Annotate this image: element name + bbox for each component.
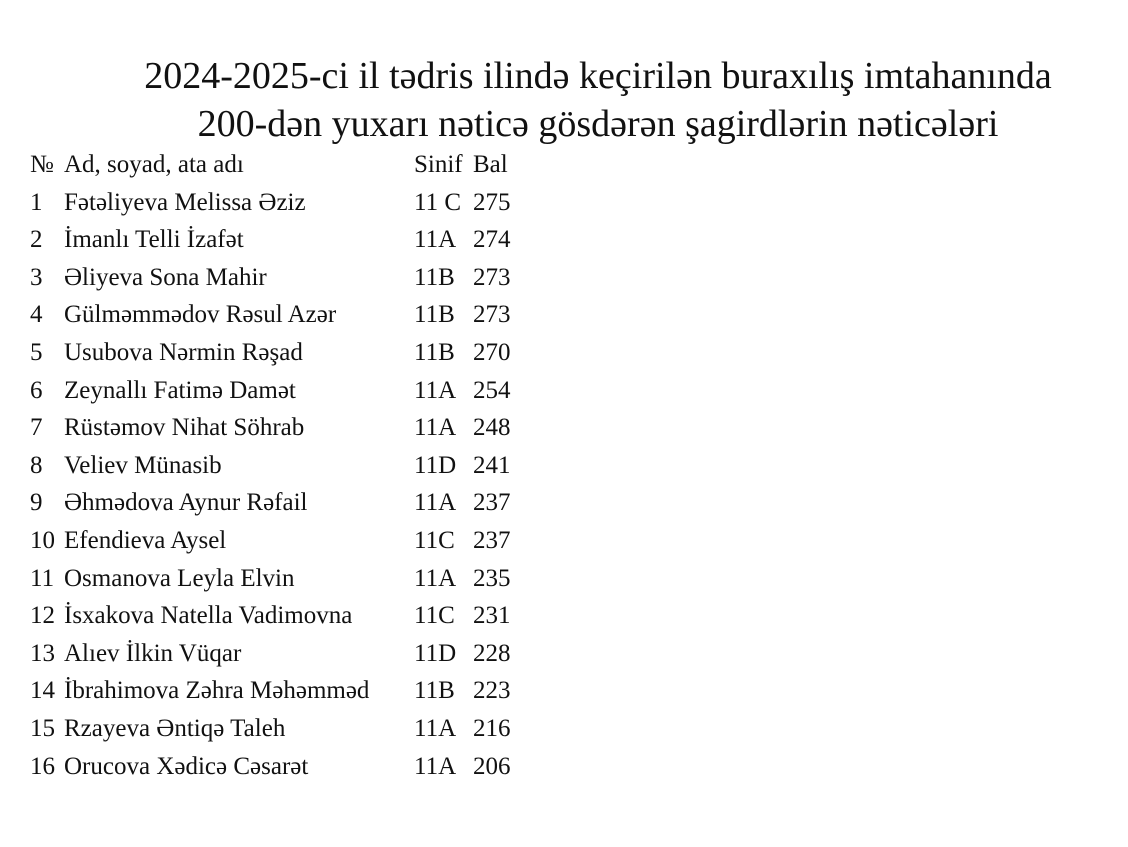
table-row: [30, 710, 533, 748]
row-score: 237: [473, 526, 511, 554]
row-score: 254: [473, 376, 511, 404]
row-number: 6: [30, 376, 43, 404]
table-row: [30, 334, 533, 372]
row-name: Usubova Nərmin Rəşad: [64, 338, 303, 366]
row-class: 11A: [414, 752, 457, 780]
row-score: 223: [473, 677, 511, 705]
table-row: [30, 447, 533, 485]
row-number: 8: [30, 451, 43, 479]
row-score: 273: [473, 301, 511, 329]
row-number: 16: [30, 752, 55, 780]
row-number: 4: [30, 301, 43, 329]
document-title: [0, 52, 1128, 148]
header-row: [30, 146, 533, 184]
table-row: [30, 372, 533, 410]
table-row: [30, 221, 533, 259]
results-table: [30, 146, 533, 785]
row-class: 11A: [414, 489, 457, 517]
row-name: Veliev Münasib: [64, 451, 222, 479]
row-name: Osmanova Leyla Elvin: [64, 564, 295, 592]
row-name: Zeynallı Fatimə Damət: [64, 376, 296, 404]
title-line-2: 200-dən yuxarı nəticə gösdərən şagirdlərin nəticələri: [197, 103, 999, 145]
row-score: 206: [473, 752, 511, 780]
table-row: [30, 635, 533, 673]
row-name: Efendieva Aysel: [64, 526, 227, 554]
row-name: İmanlı Telli İzafət: [64, 226, 244, 254]
row-name: Gülməmmədov Rəsul Azər: [64, 301, 337, 329]
row-class: 11A: [414, 714, 457, 742]
row-class: 11C: [414, 526, 455, 554]
row-number: 11: [30, 564, 55, 592]
row-number: 9: [30, 489, 43, 517]
table-row: [30, 597, 533, 635]
row-score: 274: [473, 226, 511, 254]
table-row: [30, 409, 533, 447]
row-class: 11C: [414, 602, 455, 630]
row-number: 15: [30, 714, 55, 742]
row-number: 2: [30, 226, 43, 254]
table-row: [30, 259, 533, 297]
row-number: 10: [30, 526, 55, 554]
row-score: 270: [473, 338, 511, 366]
row-number: 1: [30, 188, 43, 216]
row-name: İsxakova Natella Vadimovna: [64, 602, 353, 630]
table-row: [30, 484, 533, 522]
row-class: 11D: [414, 639, 457, 667]
row-class: 11A: [414, 226, 457, 254]
row-class: 11A: [414, 564, 457, 592]
row-class: 11A: [414, 414, 457, 442]
row-score: 228: [473, 639, 511, 667]
row-score: 241: [473, 451, 511, 479]
header-number: №: [30, 151, 54, 178]
title-line-1: 2024-2025-ci il tədris ilində keçirilən buraxılış imtahanında: [144, 55, 1052, 97]
header-score: Bal: [473, 151, 508, 178]
table-row: [30, 522, 533, 560]
header-class: Sinif: [414, 151, 463, 178]
row-name: Fətəliyeva Melissa Əziz: [64, 188, 306, 216]
table-row: [30, 748, 533, 786]
row-score: 237: [473, 489, 511, 517]
row-name: Rüstəmov Nihat Söhrab: [64, 414, 305, 442]
row-score: 235: [473, 564, 511, 592]
row-number: 12: [30, 602, 55, 630]
table-row: [30, 560, 533, 598]
row-number: 7: [30, 414, 43, 442]
row-class: 11 C: [414, 188, 461, 216]
row-name: Əliyeva Sona Mahir: [64, 263, 267, 291]
table-row: [30, 672, 533, 710]
row-class: 11D: [414, 451, 457, 479]
row-name: İbrahimova Zəhra Məhəmməd: [64, 677, 370, 705]
row-number: 13: [30, 639, 55, 667]
row-number: 3: [30, 263, 43, 291]
row-number: 5: [30, 338, 43, 366]
row-class: 11B: [414, 263, 455, 291]
row-class: 11B: [414, 301, 455, 329]
row-score: 275: [473, 188, 511, 216]
table-row: [30, 296, 533, 334]
row-class: 11A: [414, 376, 457, 404]
row-name: Alıev İlkin Vüqar: [64, 639, 242, 667]
row-score: 231: [473, 602, 511, 630]
row-number: 14: [30, 677, 55, 705]
row-name: Rzayeva Əntiqə Taleh: [64, 714, 286, 742]
row-name: Əhmədova Aynur Rəfail: [64, 489, 308, 517]
row-name: Orucova Xədicə Cəsarət: [64, 752, 309, 780]
header-name: Ad, soyad, ata adı: [64, 151, 244, 178]
row-score: 248: [473, 414, 511, 442]
row-score: 273: [473, 263, 511, 291]
row-class: 11B: [414, 338, 455, 366]
table-row: [30, 184, 533, 222]
row-score: 216: [473, 714, 511, 742]
results-body: [30, 184, 533, 786]
row-class: 11B: [414, 677, 455, 705]
